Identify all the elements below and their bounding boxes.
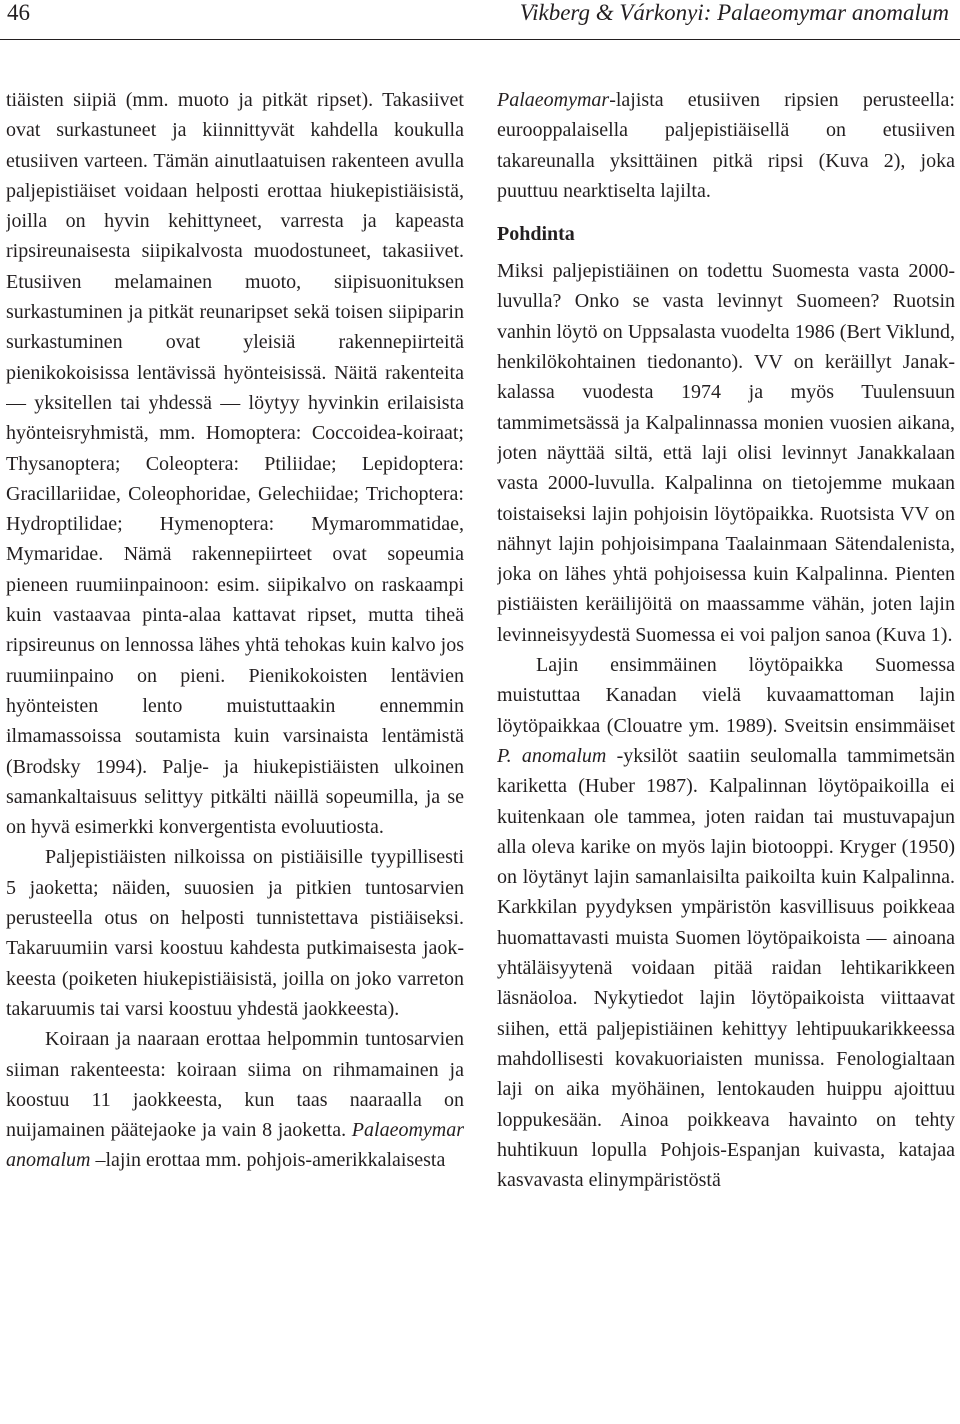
left-paragraph-3: [6, 1024, 464, 1175]
left-column: [6, 85, 464, 1424]
right-paragraph-1-text: -lajista etusiiven ripsien perusteella: eurooppalaisella paljepistiäisellä on etusiiven takareunalla yksittäinen pitkä ripsi (Kuva 2), joka puuttuu nearktiselta lajilta.: [497, 89, 955, 202]
right-paragraph-1: [497, 85, 955, 206]
header-rule: [0, 39, 960, 40]
right-paragraph-3-text-end: -yksilöt saatiin seulomalla tammimetsän kariketta (Huber 1987). Kalpalinnan löytöpaikoilla ei kuitenkaan ole tammea, joten raidan tai mustuvapajun alla oleva karike on myös lajin biotooppi. Kryger (1950) on löytänyt lajin samanlaisilta paikoilta kuin Kalpalinna. Karkkilan pyydyksen ympäristön kasvillisuus poikkeaa huomattavasti muista Suomen löytöpaikoista — ainoana yhtäläisyytenä voidaan pitää raidan lehtikarikkeen läsnäoloa. Nykytiedot lajin löytöpaikoista viittaavat siihen, että paljepistiäinen kehittyy lehtipuukarikkeessa mahdollisesti kovakuoriaisten munissa. Fenologialtaan laji on aika myöhäinen, lentokauden huippu ajoittuu loppukesään. Ainoa poikkeava havainto on tehty huhtikuun lopulla Pohjois-Espanjan kuivasta, katajaa kasvavasta elinympäristöstä: [497, 744, 955, 1192]
page-number: 46: [7, 0, 30, 25]
right-column: [497, 85, 955, 1424]
left-paragraph-3-text-start: Koiraan ja naaraan erottaa helpommin tuntosarvien siiman rakenteesta: koiraan siima on rihmamainen ja koostuu 11 jaokkeesta, kun taas naaraalla on nuijamainen päätejaoke ja vain 8 jaoketta.: [6, 1028, 464, 1142]
left-paragraph-2: Paljepistiäisten nilkoissa on pistiäisille tyypillisesti 5 jaoketta; näiden, suuosien ja pitkien tuntosarvien perusteella otus on helposti tunnistettava pistiäiseksi. Takaruumiin varsi koostuu kahdesta putkimaisesta jaokkeesta (poiketen hiukepistiäisistä, joilla on joko varreton takaruumis tai varsi koostuu yhdestä jaokkeesta).: [6, 846, 464, 1020]
section-heading-pohdinta: Pohdinta: [497, 223, 575, 246]
right-paragraph-3-text-start: Lajin ensimmäinen löytöpaikka Suomessa muistuttaa Kanadan vielä kuvaamattoman lajin löytöpaikkaa (Clouatre ym. 1989). Sveitsin ensimmäiset: [497, 654, 955, 737]
genus-name-italic: Palaeomymar: [497, 89, 610, 111]
left-paragraph-1: tiäisten siipiä (mm. muoto ja pitkät ripset). Takasiivet ovat surkastuneet ja kiinnittyvät kahdella koukulla etusiiven varteen. Tämän ainutlaatuisen rakenteen avulla paljepistiäiset voidaan helposti erottaa hiukepistiäisistä, joilla on hyvin kehittyneet, varresta ja kapeasta ripsireunaisesta siipikalvosta muodostuneet, takasiivet. Etusiiven melamainen muoto, siipisuonituksen surkastuminen ja pitkät reunaripset sekä toisen siipiparin surkastuminen ovat yleisiä rakennepiirteitä pienikokoisissa lentävissä hyönteisissä. Näitä rakenteita — yksitellen tai yhdessä — löytyy hyvinkin erilaisista hyönteisryhmistä, mm. Homoptera: Coccoidea-koiraat; Thysanoptera; Coleoptera: Ptiliidae; Lepidoptera: Gracillariidae, Coleophoridae, Gelechiidae; Trichoptera: Hydroptilidae; Hymenoptera: Mymarommatidae, Mymaridae. Nämä rakennepiirteet ovat sopeumia pieneen ruumiinpainoon: esim. siipikalvo on raskaampi kuin vastaavaa pinta-alaa kattavat ripset, mutta tiheä ripsireunus on lennossa lähes yhtä tehokas kuin kalvo jos ruumiinpaino on pieni. Pienikokoisten lentävien hyönteisten lento muistuttaakin ennemmin ilmamassoissa soutamista kuin varsinaista lentämistä (Brodsky 1994). Palje- ja hiukepistiäisten ulkoinen samankaltaisuus selittyy pitkälti näillä sopeumilla, ja se on hyvä esimerkki konvergentista evoluutiosta.: [6, 89, 464, 839]
species-abbrev-italic: P. anomalum: [497, 744, 607, 767]
left-paragraph-3-text-end: –lajin erottaa mm. pohjois-amerikkalaisesta: [90, 1149, 446, 1172]
running-title: Vikberg & Várkonyi: Palaeomymar anomalum: [519, 0, 949, 25]
right-paragraph-2: Miksi paljepistiäinen on todettu Suomesta vasta 2000-luvulla? Onko se vasta levinnyt Suomeen? Ruotsin vanhin löytö on Uppsalasta vuodelta 1986 (Bert Viklund, henkilökohtainen tiedonanto). VV on keräillyt Janakkalassa vuodesta 1974 ja myös Tuulensuun tammimetsässä ja Kalpalinnassa monien vuosien aikana, joten näyttää siltä, että laji olisi levinnyt Janakkalaan vasta 2000-luvulla. Kalpalinna on tietojemme mukaan toistaiseksi lajin pohjoisin löytöpaikka. Ruotsista VV on nähnyt lajin pohjoisimpana Taalainmaan Sätendalenista, joka on lähes yhtä pohjoisessa kuin Kalpalinna. Pienten pistiäisten keräilijöitä on maassamme vähän, joten lajin levinneisyydestä Suomessa ei voi paljon sanoa (Kuva 1).: [497, 260, 955, 646]
right-paragraph-3: [497, 650, 955, 1195]
page-header: [0, 0, 960, 46]
species-name-italic: Palaeomymar anomalum: [6, 1119, 464, 1172]
